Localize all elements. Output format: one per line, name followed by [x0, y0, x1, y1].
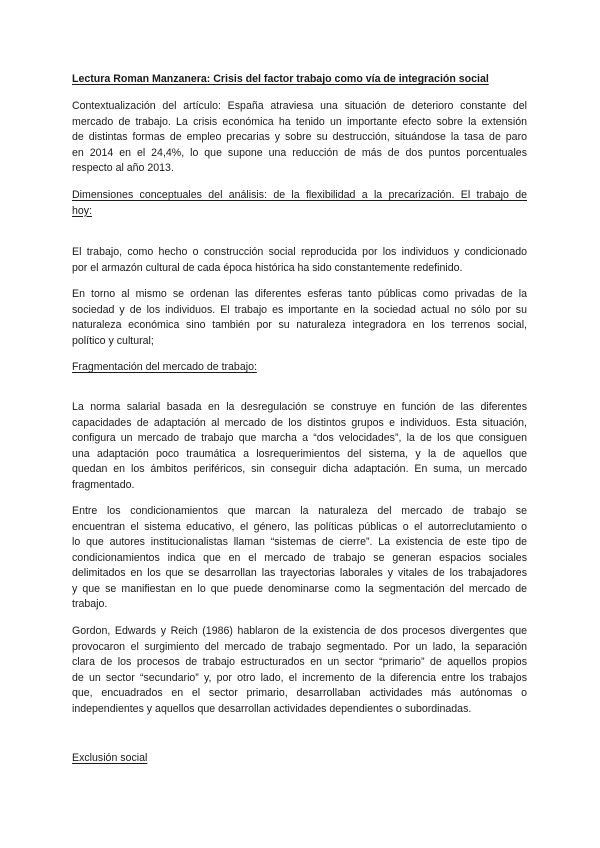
paragraph-line: por el armazón cultural de cada época histórica ha sido constantemente redefinido.	[72, 261, 463, 274]
paragraph-line: delimitados en los que se desarrollan las trayectorias laborales y vitales de los trabajadores	[72, 567, 527, 579]
paragraph-line: naturaleza económica sino también por su naturaleza integradora en los terrenos social,	[72, 319, 527, 331]
paragraph-line: encuentran el sistema educativo, el género, las políticas públicas o el autorreclutamiento o	[72, 520, 527, 533]
section-heading: hoy:	[72, 204, 93, 217]
paragraph-line: respecto al año 2013.	[72, 162, 174, 174]
paragraph-line: trabajo.	[72, 598, 108, 610]
paragraph-line: El trabajo, como hecho o construcción social reproducida por los individuos y condicionado	[72, 246, 527, 258]
paragraph-line: sociedad y de los individuos. El trabajo es importante en la sociedad actual no sólo por su	[72, 303, 527, 316]
document-title: Lectura Roman Manzanera: Crisis del factor trabajo como vía de integración social	[72, 73, 489, 85]
paragraph-line: fragmentado.	[72, 478, 135, 491]
paragraph-line: configura un mercado de trabajo que marcha a “dos velocidades”, la de los que consiguen	[72, 432, 527, 444]
paragraph-line: clara de los procesos de trabajo estructurados en un sector “primario” de aquellos propios	[72, 656, 527, 668]
paragraph-line: quedan en los ámbitos periféricos, sin conseguir dicha adaptación. En suma, un mercado	[72, 463, 527, 475]
paragraph-line: mercado de trabajo. La crisis económica ha tenido un importante efecto sobre la extensión	[72, 115, 527, 128]
paragraph-line: En torno al mismo se ordenan las diferentes esferas tanto públicas como privadas de la	[72, 288, 527, 300]
paragraph-line: Entre los condicionamientos que marcan la naturaleza del mercado de trabajo se	[72, 505, 527, 517]
paragraph-line: independientes y aquellos que desarrollan actividades dependientes o subordinadas.	[72, 702, 472, 715]
paragraph-line: lo que autores institucionalistas llaman “sistemas de cierre”. La existencia de este tipo de	[72, 536, 527, 548]
paragraph-line: de un sector “secundario” y, por otro lado, el incremento de la diferencia entre los trabajos	[72, 671, 527, 684]
section-heading: Exclusión social	[72, 752, 148, 764]
paragraph-line: y que se manifiestan en lo que puede denominarse como la segmentación del mercado de	[72, 582, 527, 595]
paragraph-line: capacidades de adaptación al mercado de los distintos grupos e individuos. Esta situación,	[72, 416, 527, 429]
paragraph-line: provocaron el surgimiento del mercado de trabajo segmentado. Por un lado, la separación	[72, 640, 527, 653]
paragraph-line: condicionamientos indica que en el mercado de trabajo se generan espacios sociales	[72, 551, 527, 564]
paragraph-line: una adaptación poco traumática a losrequerimientos del sistema, y la de aquellos que	[72, 447, 527, 460]
section-heading: Dimensiones conceptuales del análisis: de la flexibilidad a la precarización. El trabajo de	[72, 189, 527, 201]
paragraph-line: La norma salarial basada en la desregulación se construye en función de las diferentes	[72, 401, 527, 413]
paragraph-line: de distintas formas de empleo precarias y sobre su destrucción, situándose la tasa de paro	[72, 131, 527, 143]
paragraph-line: que, encuadrados en el sector primario, desarrollaban actividades más autónomas o	[72, 687, 527, 699]
paragraph-line: Gordon, Edwards y Reich (1986) hablaron de la existencia de dos procesos divergentes que	[72, 625, 527, 637]
paragraph-line: Contextualización del artículo: España atraviesa una situación de deterioro constante del	[72, 100, 527, 112]
paragraph-line: político y cultural;	[72, 334, 154, 347]
section-heading: Fragmentación del mercado de trabajo:	[72, 361, 257, 373]
paragraph-line: en 2014 en el 24,4%, lo que supone una reducción de más de dos puntos porcentuales	[72, 146, 527, 159]
